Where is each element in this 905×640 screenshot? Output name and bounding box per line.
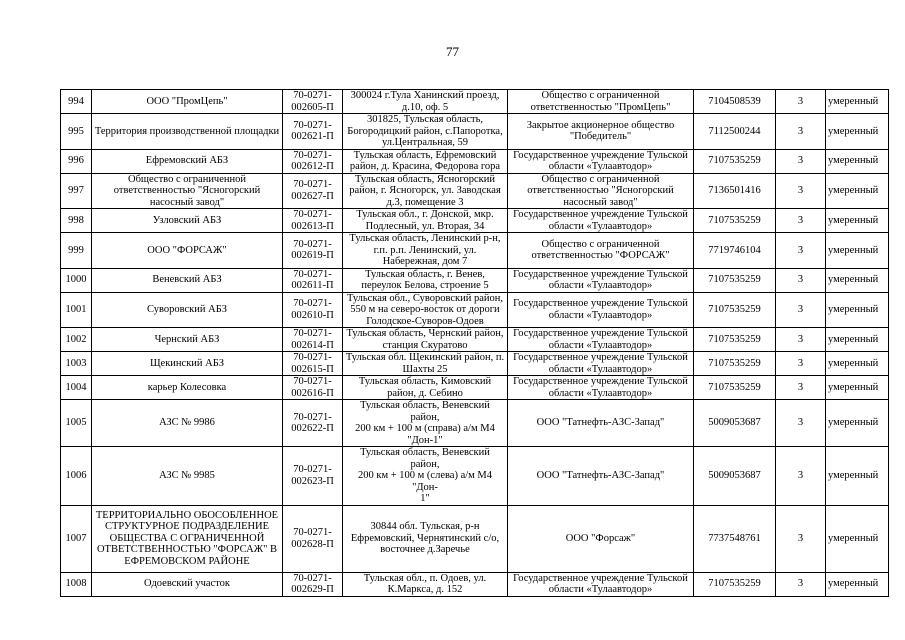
object-name-cell xyxy=(92,447,283,506)
inn-cell: 7107535259 xyxy=(694,352,776,376)
registry-code-cell-line: 002621-П xyxy=(291,131,334,143)
operator-cell-line: Общество с ограниченной xyxy=(541,90,660,101)
category-cell: 3 xyxy=(776,400,826,447)
operator-cell xyxy=(508,173,694,209)
row-number-cell: 1004 xyxy=(61,376,92,400)
inn-cell: 7136501416 xyxy=(694,173,776,209)
row-number-cell: 995 xyxy=(61,114,92,150)
operator-cell-line: ООО "Форсаж" xyxy=(565,532,636,544)
risk-level-cell: умеренный xyxy=(826,447,889,506)
address-cell xyxy=(343,90,508,114)
address-cell xyxy=(343,173,508,209)
inn-cell: 7107535259 xyxy=(694,268,776,292)
registry-code-cell-line: 70-0271- xyxy=(293,238,332,250)
registry-code-cell-line: 70-0271- xyxy=(293,179,332,191)
address-cell-line: Тульская обл., Суворовский район, xyxy=(346,292,504,304)
inn-cell: 7719746104 xyxy=(694,233,776,269)
table-row xyxy=(61,352,889,376)
operator-cell xyxy=(508,505,694,572)
registry-code-cell-line: 002619-П xyxy=(291,250,334,262)
risk-level-cell: умеренный xyxy=(826,114,889,150)
operator-cell-line: Общество с ограниченной xyxy=(541,238,660,250)
operator-cell-line: Государственное учреждение Тульской xyxy=(513,298,688,310)
object-name-cell-line: ОБЩЕСТВА С ОГРАНИЧЕННОЙ xyxy=(109,532,265,544)
address-cell-line: 301825, Тульская область, xyxy=(366,114,484,125)
inn-cell: 7107535259 xyxy=(694,209,776,233)
object-name-cell-line: СТРУКТУРНОЕ ПОДРАЗДЕЛЕНИЕ xyxy=(104,521,270,533)
risk-level-cell: умеренный xyxy=(826,352,889,376)
object-name-cell xyxy=(92,352,283,376)
registry-code-cell-line: 70-0271- xyxy=(293,149,332,161)
registry-code-cell-line: 002610-П xyxy=(291,309,334,321)
table-row xyxy=(61,400,889,447)
risk-level-cell: умеренный xyxy=(826,572,889,596)
address-cell xyxy=(343,505,508,572)
category-cell: 3 xyxy=(776,572,826,596)
registry-code-cell xyxy=(283,268,343,292)
object-name-cell xyxy=(92,268,283,292)
operator-cell xyxy=(508,400,694,447)
object-name-cell-line: насосный завод" xyxy=(149,196,225,208)
address-cell-line: К.Маркса, д. 152 xyxy=(387,584,463,595)
category-cell: 3 xyxy=(776,209,826,233)
risk-level-cell: умеренный xyxy=(826,209,889,233)
address-cell-line: 300024 г.Тула Ханинский проезд, xyxy=(350,90,500,101)
risk-level-cell: умеренный xyxy=(826,173,889,209)
address-cell-line: станция Скуратово xyxy=(382,339,468,351)
operator-cell-line: области «Тулаавтодор» xyxy=(548,339,653,351)
registry-code-cell-line: 70-0271- xyxy=(293,90,332,101)
address-cell xyxy=(343,447,508,506)
registry-code-cell xyxy=(283,572,343,596)
category-cell: 3 xyxy=(776,149,826,173)
object-name-cell xyxy=(92,114,283,150)
object-name-cell-line: ООО "ПромЦепь" xyxy=(146,95,228,107)
row-number-cell: 997 xyxy=(61,173,92,209)
inn-cell: 5009053687 xyxy=(694,447,776,506)
registry-body xyxy=(61,90,889,597)
address-cell xyxy=(343,376,508,400)
inn-cell: 7112500244 xyxy=(694,114,776,150)
table-row xyxy=(61,173,889,209)
address-cell xyxy=(343,209,508,233)
operator-cell-line: области «Тулаавтодор» xyxy=(548,584,653,595)
registry-code-cell-line: 70-0271- xyxy=(293,268,332,280)
object-name-cell-line: Территория производственной площадки xyxy=(94,125,280,137)
risk-level-cell: умеренный xyxy=(826,505,889,572)
risk-level-cell: умеренный xyxy=(826,268,889,292)
address-cell-line: 200 км + 100 м (слева) а/м М4 "Дон- xyxy=(357,470,493,493)
operator-cell xyxy=(508,328,694,352)
row-number-cell: 1003 xyxy=(61,352,92,376)
object-name-cell-line: АЗС № 9986 xyxy=(159,417,215,429)
row-number-cell: 998 xyxy=(61,209,92,233)
address-cell-line: Ефремовский, Чернятинский с/о, xyxy=(350,532,500,544)
operator-cell-line: Общество с ограниченной xyxy=(541,173,660,185)
operator-cell xyxy=(508,209,694,233)
object-name-cell-line: Узловский АБЗ xyxy=(152,214,222,226)
inn-cell: 7107535259 xyxy=(694,328,776,352)
registry-code-cell-line: 002614-П xyxy=(291,339,334,351)
address-cell xyxy=(343,572,508,596)
registry-code-cell-line: 002611-П xyxy=(291,280,334,291)
address-cell-line: Тульская область, Веневский район, xyxy=(360,447,490,470)
operator-cell-line: Государственное учреждение Тульской xyxy=(513,328,688,339)
object-name-cell-line: ответственностью "Ясногорский xyxy=(113,185,261,196)
row-number-cell: 1000 xyxy=(61,268,92,292)
address-cell-line: Тульская обл. Щекинский район, п. xyxy=(345,352,505,363)
operator-cell xyxy=(508,268,694,292)
registry-code-cell-line: 002605-П xyxy=(291,101,334,113)
address-cell xyxy=(343,292,508,328)
row-number-cell: 1008 xyxy=(61,572,92,596)
page-number: 77 xyxy=(446,44,459,59)
operator-cell-line: "Победитель" xyxy=(569,131,632,143)
address-cell-line: Тульская область, Чернский район, xyxy=(346,328,504,339)
operator-cell-line: области «Тулаавтодор» xyxy=(548,309,653,321)
operator-cell xyxy=(508,352,694,376)
registry-code-cell xyxy=(283,149,343,173)
category-cell: 3 xyxy=(776,328,826,352)
object-name-cell-line: ЕФРЕМОВСКОМ РАЙОНЕ xyxy=(124,555,250,567)
registry-code-cell xyxy=(283,209,343,233)
address-cell-line: Тульская область, Кимовский xyxy=(358,376,492,387)
category-cell: 3 xyxy=(776,292,826,328)
operator-cell-line: области «Тулаавтодор» xyxy=(548,387,653,399)
address-cell-line: Тульская область, Ленинский р-н, xyxy=(349,233,501,244)
registry-code-cell xyxy=(283,173,343,209)
operator-cell xyxy=(508,90,694,114)
address-cell-line: Тульская область, г. Венев, xyxy=(365,268,485,280)
object-name-cell-line: ОТВЕТСТВЕННОСТЬЮ "ФОРСАЖ" В xyxy=(96,544,278,556)
registry-code-cell-line: 002616-П xyxy=(291,387,334,399)
registry-code-cell xyxy=(283,447,343,506)
object-name-cell-line: ТЕРРИТОРИАЛЬНО ОБОСОБЛЕННОЕ xyxy=(95,509,279,521)
inn-cell: 7107535259 xyxy=(694,149,776,173)
object-name-cell-line: Суворовский АБЗ xyxy=(146,304,228,315)
table-row xyxy=(61,114,889,150)
object-name-cell xyxy=(92,505,283,572)
row-number-cell: 1001 xyxy=(61,292,92,328)
operator-cell xyxy=(508,114,694,150)
registry-code-cell xyxy=(283,114,343,150)
operator-cell-line: ответственностью "ПромЦепь" xyxy=(530,101,671,113)
registry-code-cell-line: 002628-П xyxy=(291,538,334,550)
address-cell-line: район, г. Ясногорск, ул. Заводская xyxy=(349,185,501,196)
row-number-cell: 999 xyxy=(61,233,92,269)
operator-cell-line: Государственное учреждение Тульской xyxy=(513,268,688,280)
address-cell-line: "Дон-1" xyxy=(407,434,443,446)
operator-cell-line: Государственное учреждение Тульской xyxy=(513,209,688,220)
registry-code-cell-line: 70-0271- xyxy=(293,298,332,310)
category-cell: 3 xyxy=(776,505,826,572)
registry-code-cell-line: 70-0271- xyxy=(293,328,332,339)
table-row xyxy=(61,328,889,352)
object-name-cell xyxy=(92,572,283,596)
row-number-cell: 1006 xyxy=(61,447,92,506)
risk-level-cell: умеренный xyxy=(826,292,889,328)
object-name-cell xyxy=(92,328,283,352)
inn-cell: 7107535259 xyxy=(694,572,776,596)
risk-level-cell: умеренный xyxy=(826,376,889,400)
table-row xyxy=(61,376,889,400)
object-name-cell-line: карьер Колесовка xyxy=(147,381,227,393)
row-number-cell: 1005 xyxy=(61,400,92,447)
operator-cell-line: ООО "Татнефть-АЗС-Запад" xyxy=(536,417,665,429)
address-cell-line: 30844 обл. Тульская, р-н xyxy=(370,521,480,533)
category-cell: 3 xyxy=(776,114,826,150)
address-cell-line: район, д. Красина, Федорова гора xyxy=(349,161,501,172)
operator-cell-line: области «Тулаавтодор» xyxy=(548,161,653,172)
category-cell: 3 xyxy=(776,268,826,292)
address-cell-line: Богородицкий район, с.Папоротка, xyxy=(347,125,503,137)
address-cell-line: г.п. р.п. Ленинский, ул. xyxy=(373,244,477,256)
address-cell-line: 1" xyxy=(420,493,430,504)
address-cell-line: д.10, оф. 5 xyxy=(401,101,449,113)
table-row xyxy=(61,447,889,506)
address-cell xyxy=(343,149,508,173)
registry-code-cell xyxy=(283,505,343,572)
address-cell xyxy=(343,114,508,150)
category-cell: 3 xyxy=(776,173,826,209)
address-cell-line: 550 м на северо-восток от дороги xyxy=(350,304,500,315)
object-name-cell xyxy=(92,209,283,233)
operator-cell-line: Государственное учреждение Тульской xyxy=(513,376,688,387)
inn-cell: 7737548761 xyxy=(694,505,776,572)
row-number-cell: 1007 xyxy=(61,505,92,572)
category-cell: 3 xyxy=(776,447,826,506)
object-name-cell-line: Веневский АБЗ xyxy=(152,274,222,286)
risk-level-cell: умеренный xyxy=(826,90,889,114)
registry-code-cell-line: 002629-П xyxy=(291,584,334,595)
table-row xyxy=(61,209,889,233)
address-cell-line: переулок Белова, строение 5 xyxy=(361,280,489,291)
risk-level-cell: умеренный xyxy=(826,233,889,269)
registry-code-cell-line: 002627-П xyxy=(291,190,334,202)
operator-cell-line: ответственностью "ФОРСАЖ" xyxy=(531,250,670,262)
address-cell-line: Тульская область, Ефремовский xyxy=(353,149,497,161)
inn-cell: 7107535259 xyxy=(694,376,776,400)
registry-code-cell-line: 002612-П xyxy=(291,161,334,172)
risk-level-cell: умеренный xyxy=(826,149,889,173)
object-name-cell-line: Одоевский участок xyxy=(144,578,230,590)
object-name-cell-line: Чернский АБЗ xyxy=(154,333,220,345)
registry-code-cell xyxy=(283,90,343,114)
category-cell: 3 xyxy=(776,233,826,269)
object-name-cell-line: Щекинский АБЗ xyxy=(149,357,225,369)
address-cell xyxy=(343,268,508,292)
registry-code-cell-line: 70-0271- xyxy=(293,119,332,131)
registry-code-cell xyxy=(283,328,343,352)
table-row xyxy=(61,572,889,596)
registry-code-cell-line: 70-0271- xyxy=(293,527,332,538)
address-cell-line: Тульская область, Веневский район, xyxy=(360,400,490,423)
object-name-cell xyxy=(92,376,283,400)
operator-cell-line: Государственное учреждение Тульской xyxy=(513,572,688,584)
registry-code-cell-line: 70-0271- xyxy=(293,376,332,387)
registry-code-cell xyxy=(283,352,343,376)
operator-cell-line: области «Тулаавтодор» xyxy=(548,280,653,291)
operator-cell-line: Государственное учреждение Тульской xyxy=(513,352,688,363)
operator-cell-line: Государственное учреждение Тульской xyxy=(513,149,688,161)
address-cell-line: район, д. Себино xyxy=(387,387,463,399)
object-name-cell-line: ООО "ФОРСАЖ" xyxy=(147,244,227,256)
object-name-cell xyxy=(92,233,283,269)
category-cell: 3 xyxy=(776,376,826,400)
operator-cell-line: области «Тулаавтодор» xyxy=(548,363,653,375)
address-cell-line: ул.Центральная, 59 xyxy=(381,137,469,148)
address-cell-line: Голодское-Суворов-Одоев xyxy=(366,315,484,327)
registry-code-cell-line: 002613-П xyxy=(291,220,334,232)
operator-cell-line: насосный завод" xyxy=(563,196,638,208)
object-name-cell xyxy=(92,149,283,173)
object-name-cell-line: Ефремовский АБЗ xyxy=(145,155,229,167)
operator-cell xyxy=(508,376,694,400)
risk-level-cell: умеренный xyxy=(826,328,889,352)
table-row xyxy=(61,90,889,114)
address-cell-line: Набережная, дом 7 xyxy=(382,256,468,267)
table-row xyxy=(61,149,889,173)
risk-level-cell: умеренный xyxy=(826,400,889,447)
registry-code-cell-line: 002623-П xyxy=(291,475,334,487)
registry-code-cell-line: 70-0271- xyxy=(293,352,332,363)
object-name-cell-line: АЗС № 9985 xyxy=(159,470,215,481)
operator-cell-line: ООО "Татнефть-АЗС-Запад" xyxy=(536,470,665,481)
table-row xyxy=(61,292,889,328)
registry-code-cell-line: 002615-П xyxy=(291,363,334,375)
operator-cell xyxy=(508,447,694,506)
address-cell-line: 200 км + 100 м (справа) а/м М4 xyxy=(355,423,495,434)
address-cell xyxy=(343,233,508,269)
registry-code-cell xyxy=(283,292,343,328)
operator-cell xyxy=(508,149,694,173)
inn-cell: 5009053687 xyxy=(694,400,776,447)
row-number-cell: 994 xyxy=(61,90,92,114)
operator-cell-line: Закрытое акционерное общество xyxy=(526,119,675,131)
category-cell: 3 xyxy=(776,352,826,376)
registry-code-cell xyxy=(283,400,343,447)
address-cell-line: восточнее д.Заречье xyxy=(380,544,470,556)
table-row xyxy=(61,505,889,572)
registry-code-cell xyxy=(283,233,343,269)
address-cell-line: Подлесный, ул. Вторая, 34 xyxy=(365,220,485,232)
address-cell-line: Тульская обл., п. Одоев, ул. xyxy=(363,572,487,584)
address-cell-line: Тульская обл., г. Донской, мкр. xyxy=(356,209,494,220)
operator-cell-line: области «Тулаавтодор» xyxy=(548,220,653,232)
inn-cell: 7104508539 xyxy=(694,90,776,114)
row-number-cell: 996 xyxy=(61,149,92,173)
operator-cell xyxy=(508,233,694,269)
object-name-cell-line: Общество с ограниченной xyxy=(128,173,246,185)
registry-code-cell-line: 70-0271- xyxy=(293,572,332,584)
registry-code-cell xyxy=(283,376,343,400)
object-name-cell xyxy=(92,400,283,447)
object-name-cell xyxy=(92,173,283,209)
address-cell xyxy=(343,328,508,352)
address-cell xyxy=(343,400,508,447)
object-name-cell xyxy=(92,292,283,328)
address-cell-line: Тульская область, Ясногорский xyxy=(354,173,496,185)
table-row xyxy=(61,233,889,269)
category-cell: 3 xyxy=(776,90,826,114)
address-cell-line: Шахты 25 xyxy=(402,363,448,375)
operator-cell-line: ответственностью "Ясногорский xyxy=(527,185,674,196)
table-row xyxy=(61,268,889,292)
address-cell xyxy=(343,352,508,376)
operator-cell xyxy=(508,572,694,596)
registry-code-cell-line: 70-0271- xyxy=(293,209,332,220)
operator-cell xyxy=(508,292,694,328)
object-name-cell xyxy=(92,90,283,114)
registry-code-cell-line: 70-0271- xyxy=(293,411,332,423)
registry-code-cell-line: 70-0271- xyxy=(293,464,332,476)
inn-cell: 7107535259 xyxy=(694,292,776,328)
registry-code-cell-line: 002622-П xyxy=(291,423,334,434)
address-cell-line: д.3, помещение 3 xyxy=(386,196,464,208)
registry-table xyxy=(60,89,889,597)
row-number-cell: 1002 xyxy=(61,328,92,352)
